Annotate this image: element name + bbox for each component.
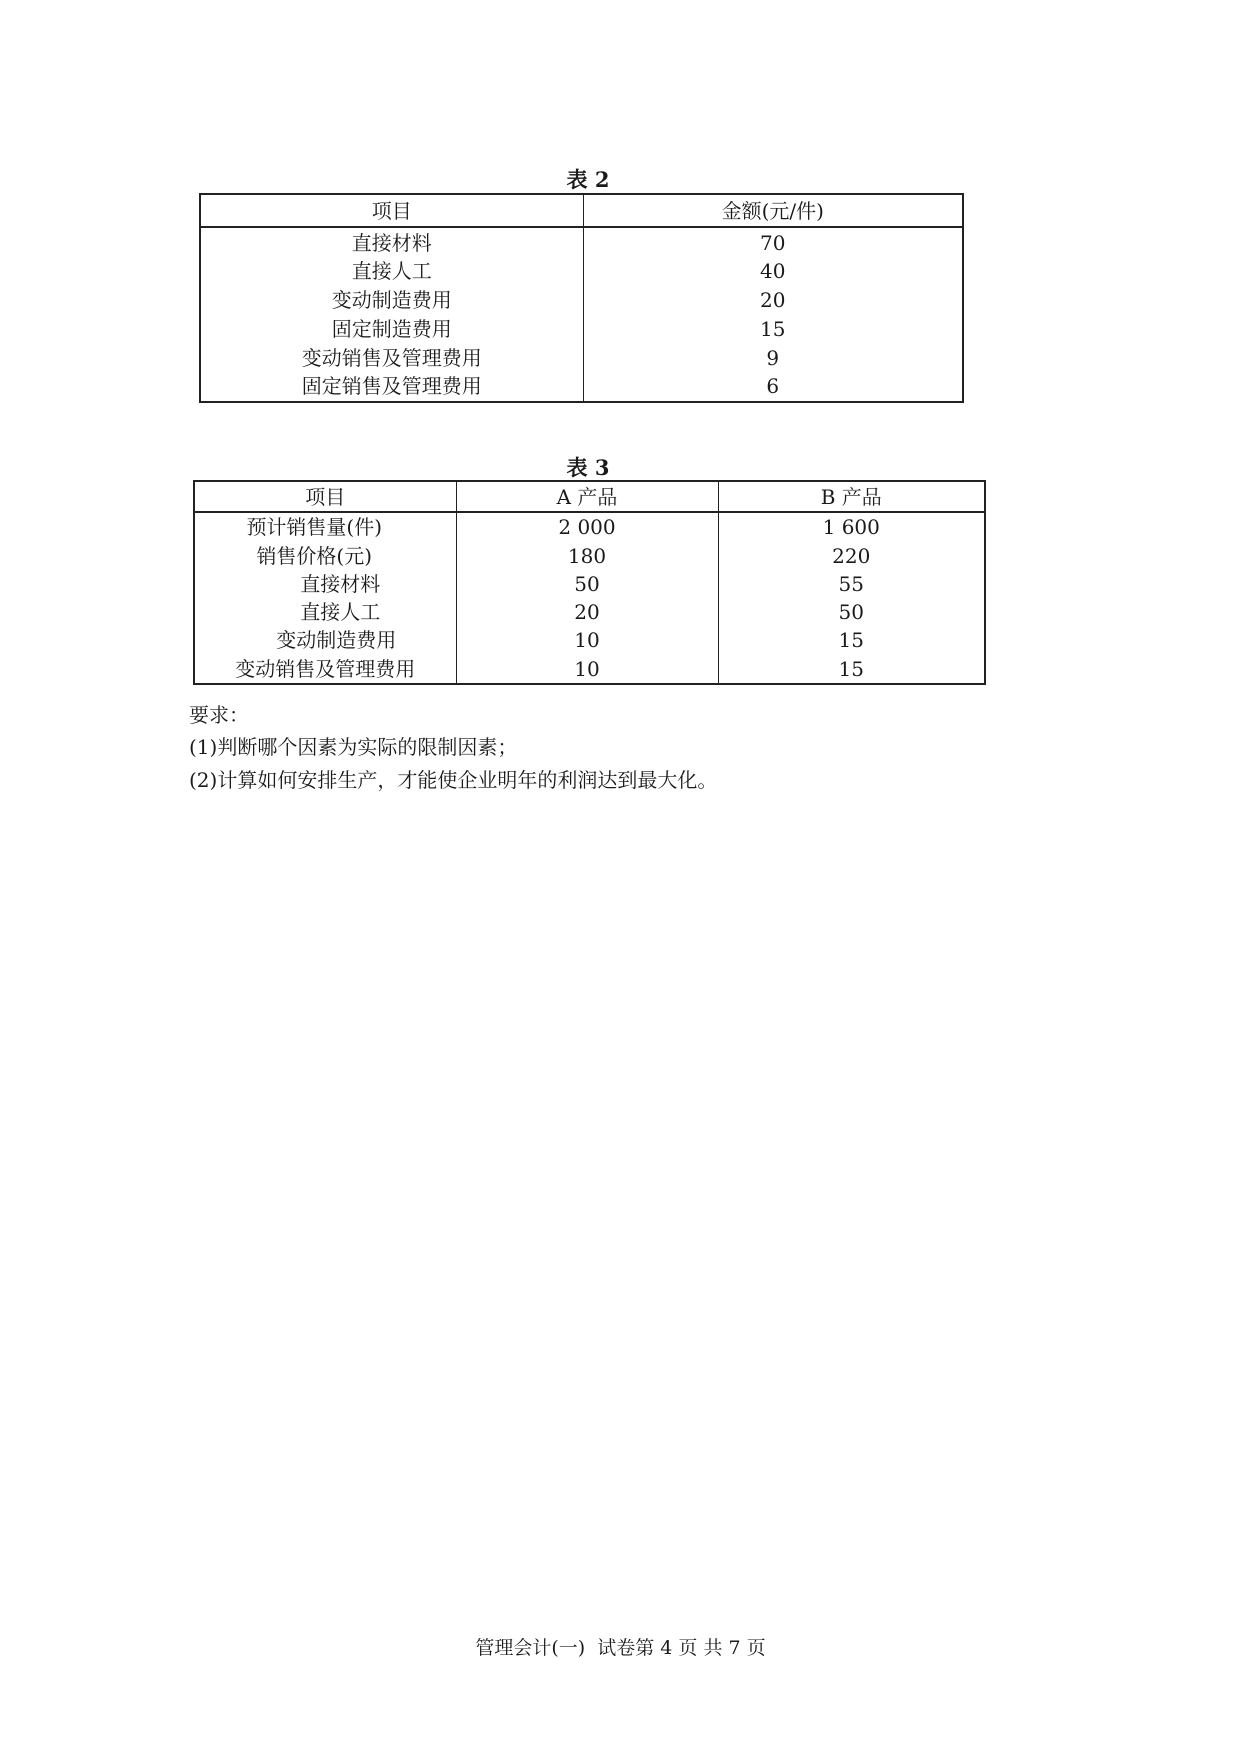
- table2-item-cell: 直接材料: [351, 230, 432, 255]
- table3-product-b-cell: 55: [718, 570, 985, 598]
- table-row: [194, 512, 985, 542]
- table3-product-b-cell: 15: [718, 626, 985, 654]
- table-row: [194, 598, 985, 626]
- table3-product-a-cell: 10: [456, 626, 718, 654]
- table3-item-cell: 变动制造费用: [276, 628, 397, 653]
- table3-product-b-cell: 50: [718, 598, 985, 626]
- table-row: [194, 542, 985, 570]
- table-row: [200, 227, 963, 257]
- table3-header-item: 项目: [194, 481, 456, 512]
- table2-amount-cell: 9: [583, 343, 963, 372]
- table3-product-b-cell: 15: [718, 654, 985, 684]
- table3-header-product-a: A 产品: [456, 481, 718, 512]
- table-row: [200, 257, 963, 286]
- table2-caption: 表 2: [566, 167, 610, 192]
- table2-item-cell: 固定销售及管理费用: [301, 374, 482, 399]
- table2-header-amount: 金额(元/件): [583, 194, 963, 227]
- table2-amount-cell: 15: [583, 314, 963, 343]
- table3-item-cell: 预计销售量(件): [246, 515, 383, 540]
- table-row: [200, 286, 963, 315]
- table2-header-item: 项目: [200, 194, 583, 227]
- page-footer: 管理会计(一) 试卷第 4 页 共 7 页: [475, 1637, 766, 1659]
- table3-product-a-cell: 2 000: [456, 512, 718, 542]
- table3-item-cell: 销售价格(元): [256, 543, 373, 568]
- table3-product-a-cell: 180: [456, 542, 718, 570]
- table3-header-row: [194, 481, 985, 512]
- table3-item-cell: 直接人工: [300, 600, 381, 625]
- table3-header-product-b: B 产品: [718, 481, 985, 512]
- table3-product-b-cell: 220: [718, 542, 985, 570]
- table3-product-b-cell: 1 600: [718, 512, 985, 542]
- table2-item-cell: 变动销售及管理费用: [301, 345, 482, 370]
- table3-item-cell: 变动销售及管理费用: [235, 656, 416, 681]
- table-row: [194, 654, 985, 684]
- table3-product-a-cell: 10: [456, 654, 718, 684]
- table-row: [200, 314, 963, 343]
- requirement-item-2: (2)计算如何安排生产，才能使企业明年的利润达到最大化。: [189, 768, 718, 792]
- table-row: [194, 570, 985, 598]
- requirements-heading: 要求：: [189, 703, 249, 727]
- table2-amount-cell: 70: [583, 227, 963, 257]
- table3-product-a-cell: 20: [456, 598, 718, 626]
- table-row: [194, 626, 985, 654]
- table2-amount-cell: 6: [583, 372, 963, 402]
- table2-item-cell: 固定制造费用: [331, 316, 452, 341]
- table3-product-a-cell: 50: [456, 570, 718, 598]
- table2: [199, 193, 964, 403]
- requirement-item-1: (1)判断哪个因素为实际的限制因素；: [189, 735, 518, 759]
- table3-item-cell: 直接材料: [300, 571, 381, 596]
- table3-caption: 表 3: [566, 455, 610, 480]
- table2-item-cell: 直接人工: [351, 259, 432, 284]
- table2-header-row: [200, 194, 963, 227]
- table2-amount-cell: 40: [583, 257, 963, 286]
- table3: [193, 480, 986, 685]
- table2-item-cell: 变动制造费用: [331, 288, 452, 313]
- table-row: [200, 343, 963, 372]
- table2-amount-cell: 20: [583, 286, 963, 315]
- table-row: [200, 372, 963, 402]
